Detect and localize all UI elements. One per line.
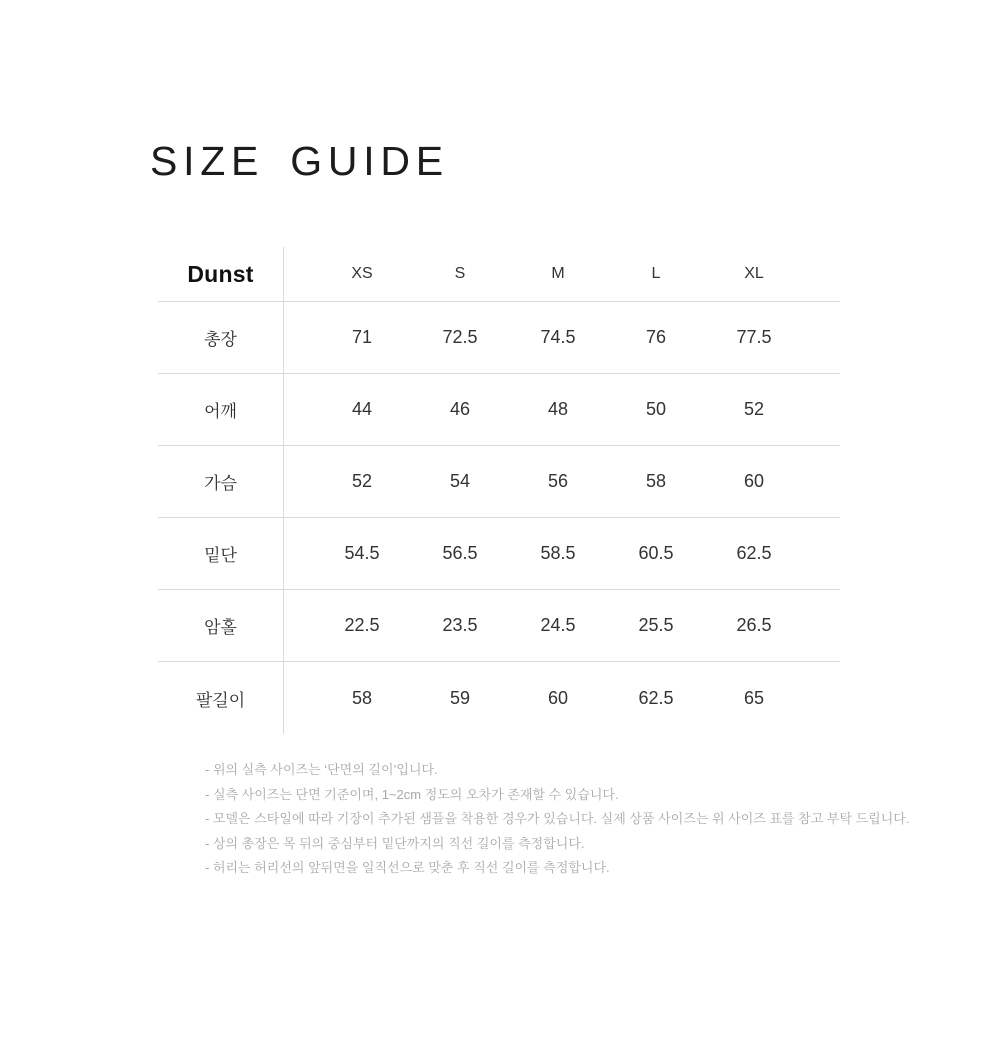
cell-value: 76 (645, 327, 667, 347)
cell-value: 48 (547, 399, 569, 419)
cell-value: 58 (645, 471, 667, 491)
cell-value: 62.5 (736, 543, 772, 563)
cell-value: 50 (645, 399, 667, 419)
row-values (283, 615, 840, 636)
cell-value: 26.5 (736, 615, 772, 635)
cell-value: 77.5 (736, 327, 772, 347)
cell-value: 54.5 (344, 543, 380, 563)
note-line: - 실측 사이즈는 단면 기준이며, 1~2cm 정도의 오차가 존재할 수 있습니다. (205, 786, 619, 802)
cell-value: 60 (743, 471, 765, 491)
size-header-xs: XS (351, 265, 373, 282)
table-row (158, 374, 840, 446)
table-row (158, 590, 840, 662)
page-title: SIZE GUIDE (150, 138, 449, 184)
size-guide-table (158, 247, 840, 734)
cell-value: 62.5 (638, 687, 674, 708)
row-values (283, 543, 840, 564)
note-line: - 모델은 스타일에 따라 기장이 추가된 샘플을 착용한 경우가 있습니다. 실제 상품 사이즈는 위 사이즈 표를 참고 부탁 드립니다. (205, 811, 910, 826)
cell-value: 22.5 (344, 615, 380, 635)
cell-value: 52 (351, 471, 373, 491)
note-line: - 위의 실측 사이즈는 ‘단면의 길이’입니다. (205, 762, 438, 777)
cell-value: 65 (743, 687, 765, 708)
table-header-row (158, 247, 840, 302)
row-label: 가슴 (204, 474, 237, 493)
row-values (283, 688, 840, 709)
cell-value: 23.5 (442, 615, 478, 635)
table-row (158, 518, 840, 590)
cell-value: 25.5 (638, 615, 674, 635)
column-divider-line (283, 247, 284, 734)
cell-value: 56.5 (442, 543, 478, 563)
row-label: 총장 (204, 330, 237, 349)
note-line: - 상의 총장은 목 뒤의 중심부터 밑단까지의 직선 길이를 측정합니다. (205, 835, 585, 851)
measurement-notes (205, 758, 909, 881)
row-values (283, 471, 840, 492)
brand-name: Dunst (187, 260, 254, 287)
cell-value: 56 (547, 471, 569, 491)
size-header-cells (283, 265, 840, 283)
cell-value: 74.5 (540, 327, 576, 347)
table-row (158, 446, 840, 518)
table-row (158, 302, 840, 374)
row-values (283, 327, 840, 348)
cell-value: 60.5 (638, 543, 674, 563)
cell-value: 46 (449, 399, 471, 419)
size-header-s: S (454, 265, 466, 282)
cell-value: 52 (743, 399, 765, 419)
size-header-m: M (551, 265, 565, 282)
row-label: 어깨 (204, 402, 237, 421)
cell-value: 72.5 (442, 327, 478, 347)
size-header-l: L (651, 265, 661, 282)
cell-value: 59 (449, 687, 471, 708)
cell-value: 58.5 (540, 543, 576, 563)
cell-value: 60 (547, 687, 569, 708)
cell-value: 44 (351, 399, 373, 419)
cell-value: 54 (449, 471, 471, 491)
row-label: 밑단 (204, 546, 237, 565)
cell-value: 58 (351, 687, 373, 708)
table-row (158, 662, 840, 734)
size-header-xl: XL (744, 265, 764, 282)
cell-value: 24.5 (540, 615, 576, 635)
row-label: 암홀 (204, 618, 237, 637)
row-values (283, 399, 840, 420)
note-line: - 허리는 허리선의 앞뒤면을 일직선으로 맞춘 후 직선 길이를 측정합니다. (205, 860, 610, 875)
cell-value: 71 (351, 327, 373, 347)
row-label: 팔길이 (195, 690, 246, 710)
